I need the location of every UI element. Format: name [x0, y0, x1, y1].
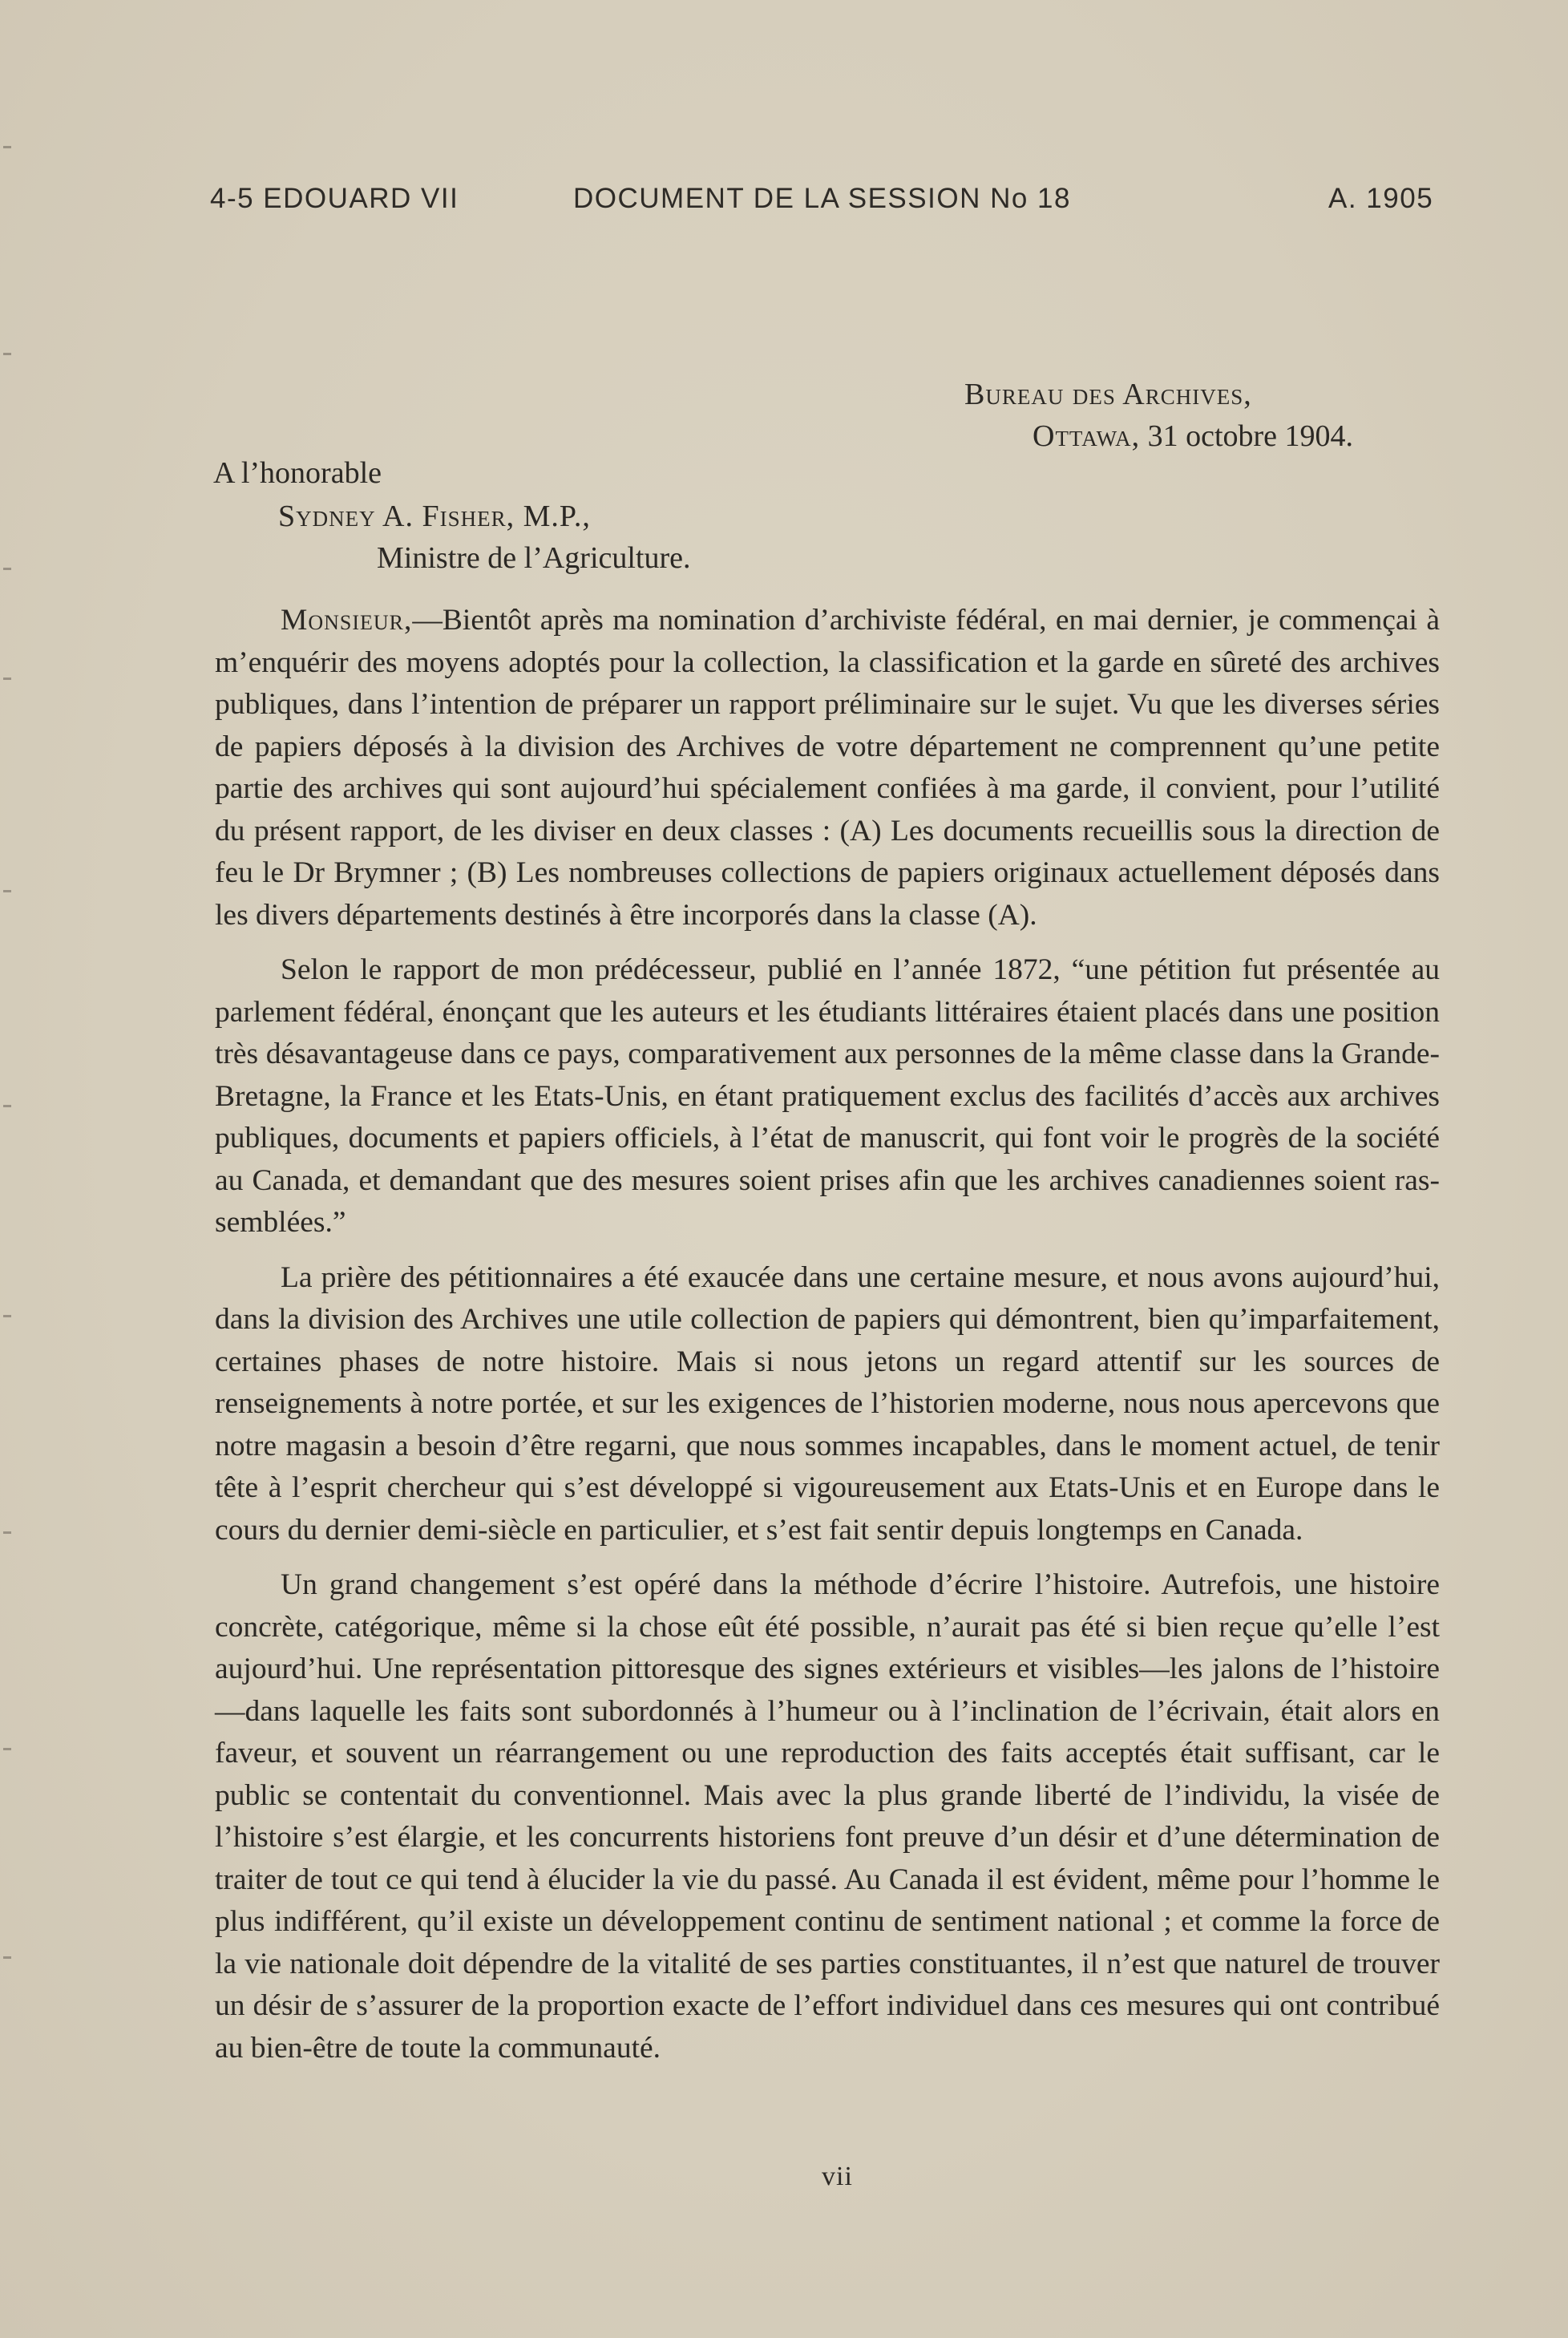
page-edge-mark [3, 568, 11, 570]
page-folio: vii [822, 2162, 853, 2191]
paragraph-4: Un grand changement s’est opéré dans la méthode d’écrire l’histoire. Autrefois, une histoire concrète, catégorique, même si la chose eût été possible, n’aurait pas été si bien reçue qu’elle l’est aujourd’hui. Une représentation pittoresque des signes extérieurs et visibles—les jalons de l’histoire—dans laquelle les faits sont subordonnés à l’humeur ou à l’inclination de l’écrivain, était alors en faveur, et souvent un réarrangement ou une reproduction des faits acceptés était suffisant, car le public se contentait du conventionnel. Mais avec la plus grande liberté de l’individu, la visée de l’histoire s’est élargie, et les concurrents historiens font preuve d’un désir et d’une détermination de traiter de tout ce qui tend à élucider la vie du passé. Au Canada il est évident, même pour l’homme le plus indifférent, qu’il existe un développement continu de sentiment national ; et comme la force de la vie nationale doit dépendre de la vitalité de ses parties constituantes, il n’est que naturel de trouver un désir de s’assurer de la proportion exacte de l’effort individuel dans ces mesures qui ont contribué au bien-être de toute la communauté. [215, 1568, 1440, 2065]
dateline-place: Ottawa, [1033, 419, 1141, 453]
paragraph-3: La prière des pétitionnaires a été exaucée dans une certaine mesure, et nous avons aujourd’hui, dans la division des Archives une utile collection de papiers qui démontrent, bien qu’imparfaitement, certaines phases de notre histoire. Mais si nous jetons un regard attentif sur les sources de renseignements à notre portée, et sur les exigences de l’historien moderne, nous nous apercevons que notre magasin a besoin d’être regarni, que nous sommes incapables, dans le moment actuel, de tenir tête à l’esprit chercheur qui s’est développé si vigoureusement aux Etats-Unis et en Europe dans le cours du dernier demi-siècle en particulier, et s’est fait sentir depuis longtemps en Canada. [215, 1260, 1440, 1547]
dateline-date: 31 octobre 1904. [1147, 419, 1354, 453]
page-edge-mark [3, 353, 11, 355]
page-edge-mark [3, 1956, 11, 1959]
paragraph-1 [215, 600, 1440, 936]
dateline-office: Bureau des Archives, [964, 378, 1252, 411]
page-edge-mark [3, 1748, 11, 1750]
paragraph-2: Selon le rapport de mon prédécesseur, publié en l’année 1872, “une pétition fut présentée au parlement fédéral, énonçant que les auteurs et les étudiants littéraires étaient placés dans une position très désavantageuse dans ce pays, comparativement aux personnes de la même classe dans la Grande-Bretagne, la France et les Etats-Unis, en étant pratiquement exclus des facilités d’accès aux archives publiques, documents et papiers officiels, à l’état de manuscrit, qui font voir le progrès de la société au Canada, et demandant que des mesures soient prises afin que les archives canadiennes soient rassemblées.” [215, 953, 1440, 1239]
running-head-center: DOCUMENT DE LA SESSION No 18 [573, 183, 1071, 214]
page-edge-mark [3, 1105, 11, 1107]
page-edge-mark [3, 1315, 11, 1317]
letter-body [215, 600, 1440, 2082]
opening-word: Monsieur, [281, 604, 413, 637]
running-head-right: A. 1905 [1328, 183, 1434, 214]
page-edge-mark [3, 890, 11, 892]
running-head-left: 4-5 EDOUARD VII [210, 183, 459, 214]
address-recipient: Sydney A. Fisher, M.P., [278, 500, 591, 533]
paragraph-1-text: —Bientôt après ma nomination d’archiviste fédéral, en mai dernier, je commençai à m’enquérir des moyens adoptés pour la collection, la classification et la garde en sûreté des archives publiques, dans l’intention de préparer un rapport préliminaire sur le sujet. Vu que les diverses séries de papiers déposés à la division des Archives de votre département ne comprennent qu’une petite partie des archives qui sont aujourd’hui spécialement confiées à ma garde, il convient, pour l’utilité du présent rapport, de les diviser en deux classes : (A) Les documents recueillis sous la direction de feu le Dr Brymner ; (B) Les nombreuses collections de papiers originaux actuellement déposés dans les divers départements destinés à être incorporés dans la classe (A). [215, 604, 1440, 932]
page-edge-mark [3, 1531, 11, 1534]
address-title: Ministre de l’Agriculture. [377, 541, 691, 575]
page-edge-mark [3, 678, 11, 680]
page-edge-mark [3, 146, 11, 148]
dateline-place-date [1033, 419, 1353, 454]
address-salutation: A l’honorable [213, 456, 382, 490]
